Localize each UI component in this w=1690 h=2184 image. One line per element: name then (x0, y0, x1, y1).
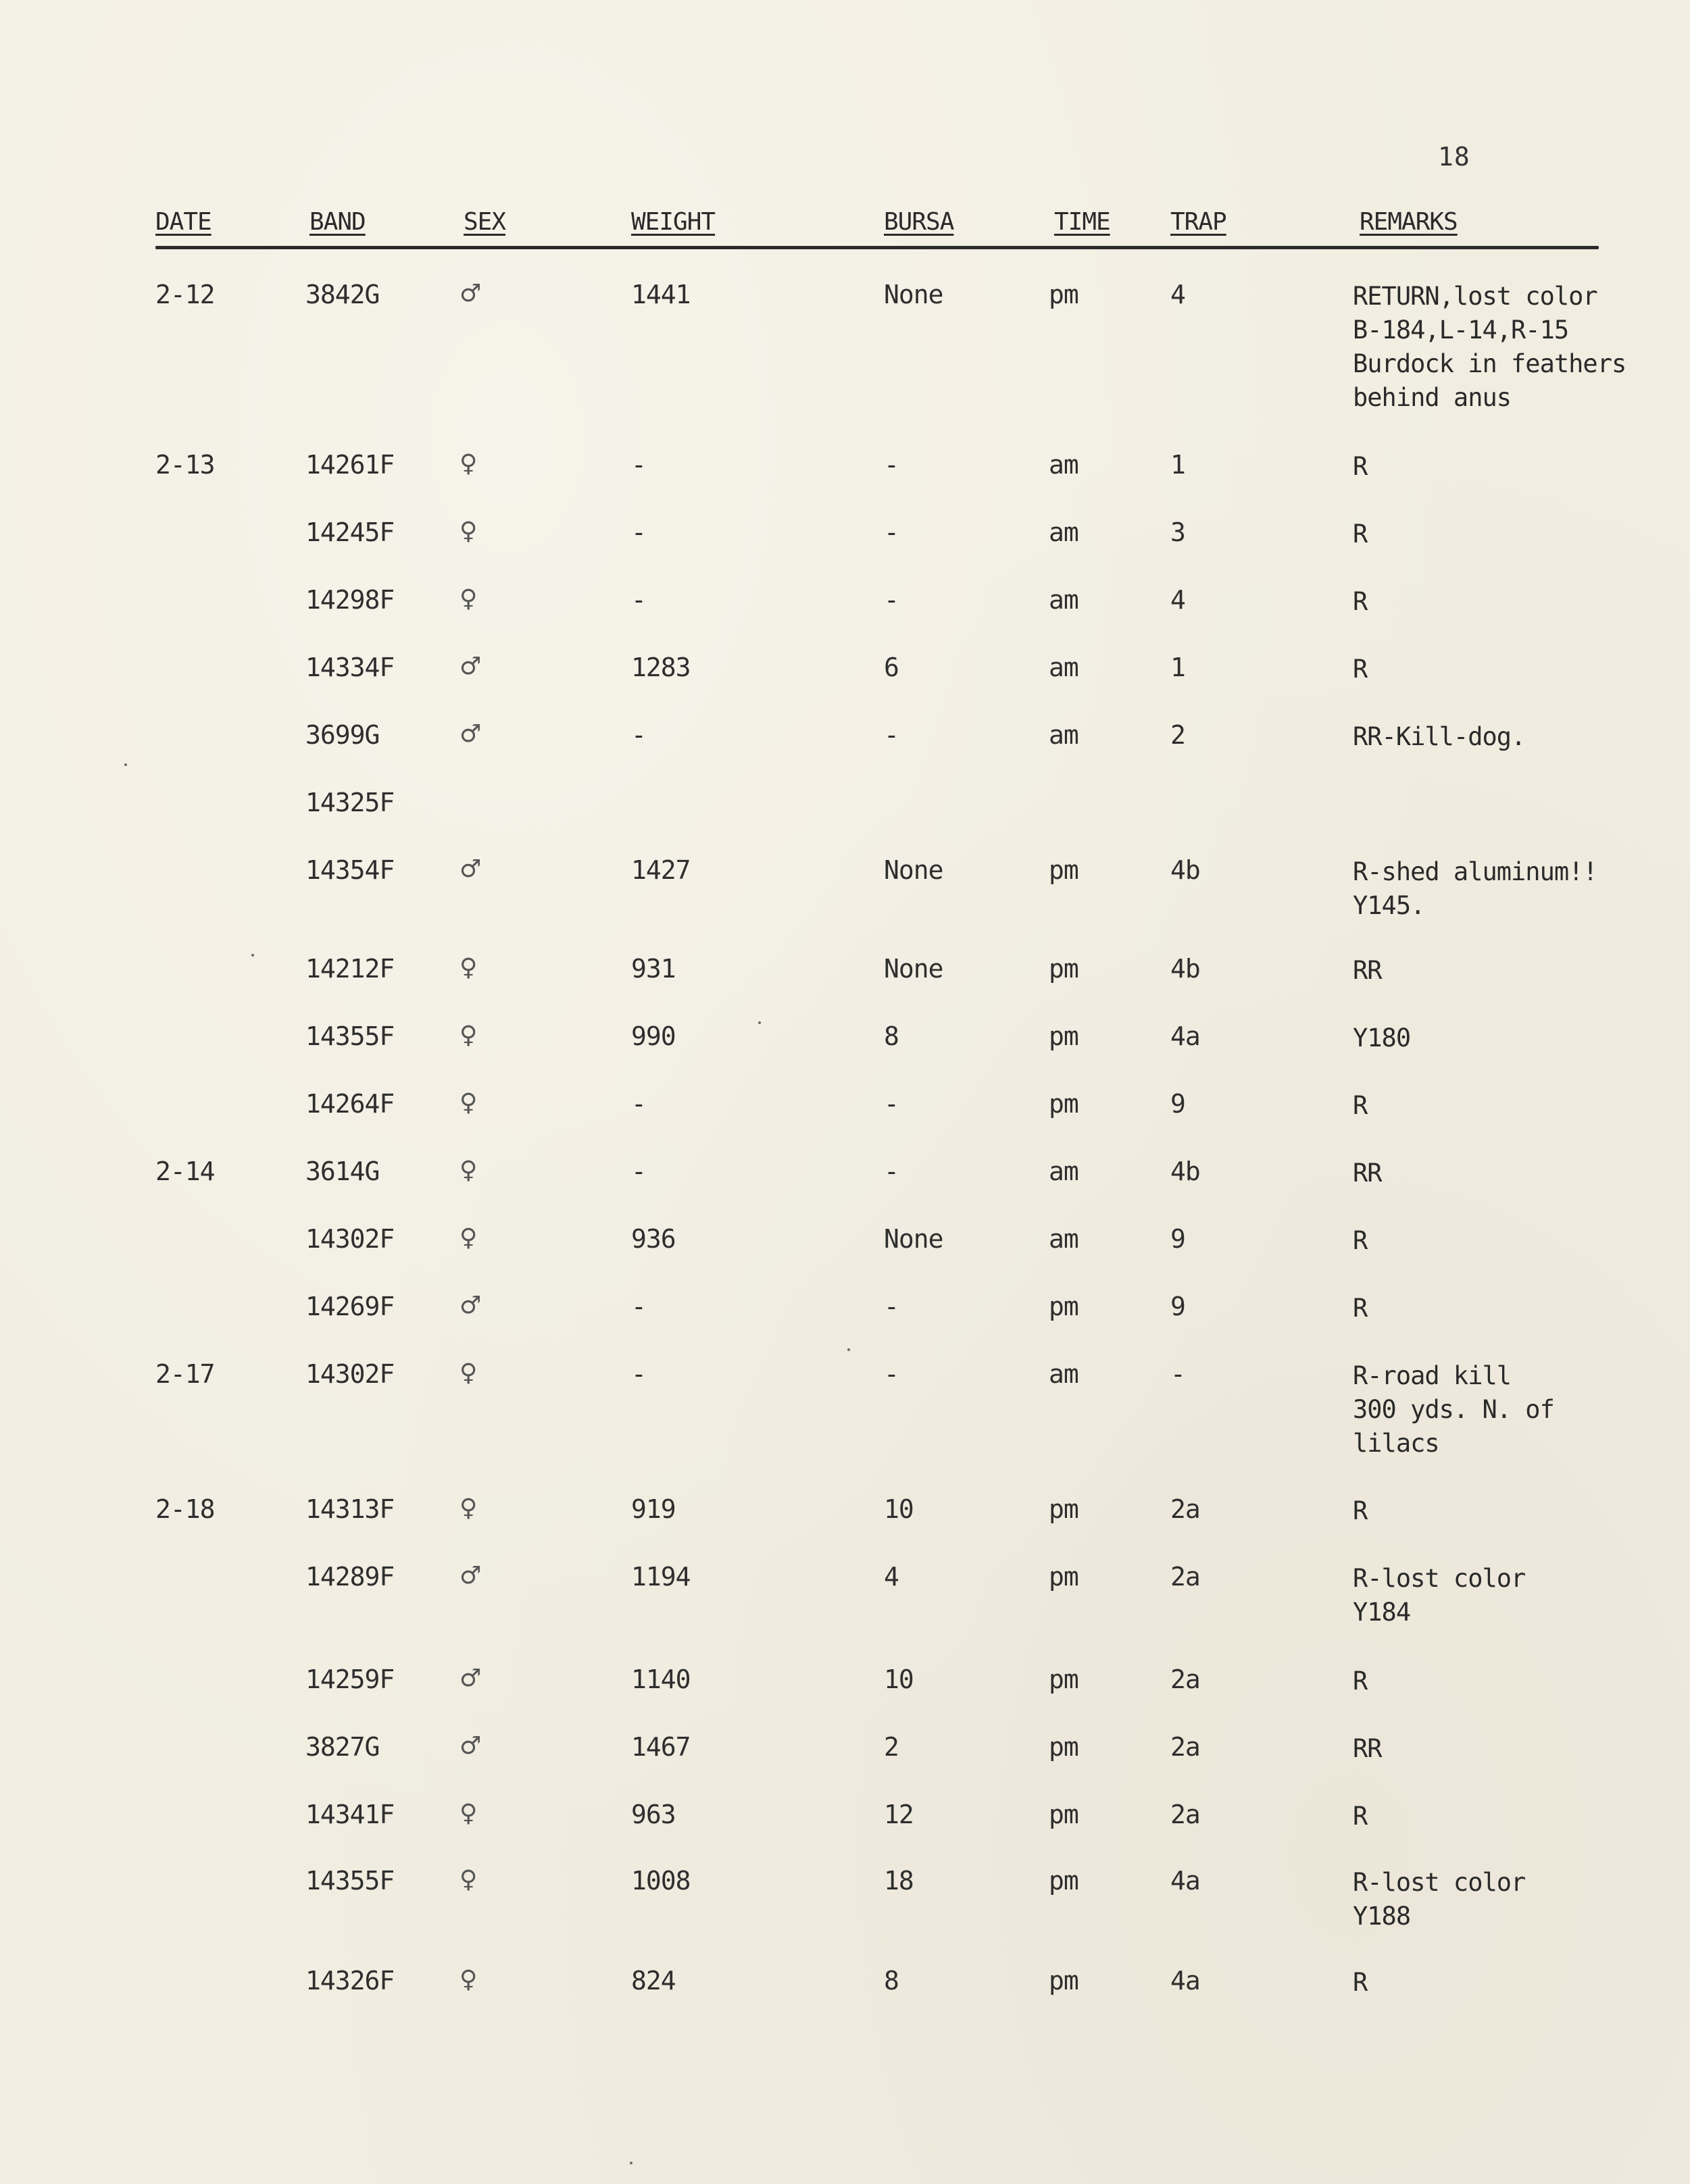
trap-cell: - (1170, 1359, 1185, 1389)
header-sex: SEX (464, 208, 506, 236)
band-cell: 14298F (305, 585, 395, 615)
bursa-cell: 4 (884, 1562, 899, 1592)
band-cell: 14325F (305, 788, 395, 817)
table-row (155, 1800, 1683, 1840)
date-cell: 2-12 (155, 280, 215, 309)
time-cell: pm (1049, 1866, 1078, 1896)
sex-cell: ♀ (459, 585, 477, 613)
weight-cell: - (631, 720, 646, 750)
band-cell: 3614G (305, 1157, 380, 1186)
sex-cell: ♂ (459, 1665, 481, 1692)
remarks-cell: R (1353, 1968, 1368, 1997)
table-row (155, 1494, 1683, 1535)
band-cell: 14302F (305, 1359, 395, 1389)
bursa-cell: 18 (884, 1866, 914, 1896)
weight-cell: 936 (631, 1224, 676, 1254)
trap-cell: 2a (1170, 1800, 1200, 1829)
weight-cell: - (631, 1359, 646, 1389)
table-row (155, 1732, 1683, 1773)
bursa-cell: - (884, 1292, 899, 1321)
weight-cell: - (631, 585, 646, 615)
trap-cell: 4b (1170, 1157, 1200, 1186)
time-cell: pm (1049, 1665, 1078, 1694)
remarks-cell: R (1353, 587, 1368, 616)
remarks-cell: R (1353, 1226, 1368, 1255)
sex-cell: ♀ (459, 1157, 477, 1184)
remarks-cell: RR-Kill-dog. (1353, 722, 1526, 751)
time-cell: am (1049, 720, 1078, 750)
time-cell: pm (1049, 855, 1078, 885)
remarks-cell: R-lost color Y188 (1353, 1868, 1526, 1931)
trap-cell: 3 (1170, 517, 1185, 547)
weight-cell: 963 (631, 1800, 676, 1829)
table-row (155, 788, 1683, 828)
weight-cell: - (631, 1089, 646, 1119)
table-row (155, 1089, 1683, 1129)
remarks-cell: R-road kill 300 yds. N. of lilacs (1353, 1361, 1554, 1458)
bursa-cell: None (884, 855, 943, 885)
trap-cell: 2a (1170, 1665, 1200, 1694)
sex-cell: ♂ (459, 280, 481, 307)
time-cell: pm (1049, 1562, 1078, 1592)
header-remarks: REMARKS (1360, 208, 1458, 236)
time-cell: pm (1049, 1732, 1078, 1762)
header-rule (155, 246, 1599, 249)
time-cell: pm (1049, 1089, 1078, 1119)
trap-cell: 9 (1170, 1089, 1185, 1119)
bursa-cell: 2 (884, 1732, 899, 1762)
bursa-cell: - (884, 450, 899, 480)
table-row (155, 1157, 1683, 1197)
header-time: TIME (1054, 208, 1110, 236)
table-row (155, 1866, 1683, 1931)
column-header-row (155, 208, 1599, 247)
header-band: BAND (309, 208, 366, 236)
sex-cell: ♀ (459, 1089, 477, 1117)
table-row (155, 280, 1683, 412)
header-trap: TRAP (1170, 208, 1226, 236)
weight-cell: 1140 (631, 1665, 691, 1694)
time-cell: am (1049, 1224, 1078, 1254)
table-row (155, 1562, 1683, 1627)
trap-cell: 4a (1170, 1866, 1200, 1896)
bursa-cell: - (884, 1359, 899, 1389)
bursa-cell: 8 (884, 1966, 899, 1996)
sex-cell: ♀ (459, 1224, 477, 1252)
time-cell: pm (1049, 1292, 1078, 1321)
paper-speck (124, 763, 127, 766)
table-row (155, 1021, 1683, 1062)
weight-cell: - (631, 517, 646, 547)
band-cell: 14341F (305, 1800, 395, 1829)
bursa-cell: None (884, 280, 943, 309)
remarks-cell: R (1353, 1294, 1368, 1323)
time-cell: pm (1049, 1800, 1078, 1829)
band-cell: 3827G (305, 1732, 380, 1762)
band-cell: 14354F (305, 855, 395, 885)
table-row (155, 585, 1683, 626)
remarks-cell: R (1353, 1496, 1368, 1525)
time-cell: pm (1049, 954, 1078, 984)
table-row (155, 954, 1683, 994)
sex-cell: ♂ (459, 720, 481, 748)
table-row (155, 1665, 1683, 1705)
table-row (155, 855, 1683, 920)
band-cell: 14269F (305, 1292, 395, 1321)
bursa-cell: - (884, 1089, 899, 1119)
bursa-cell: None (884, 1224, 943, 1254)
sex-cell: ♀ (459, 1494, 477, 1522)
paper-speck (758, 1021, 761, 1024)
sex-cell: ♀ (459, 1021, 477, 1049)
sex-cell: ♀ (459, 1966, 477, 1993)
bursa-cell: - (884, 585, 899, 615)
time-cell: pm (1049, 1966, 1078, 1996)
date-cell: 2-18 (155, 1494, 215, 1524)
sex-cell: ♀ (459, 450, 477, 478)
remarks-cell: R (1353, 1667, 1368, 1696)
band-cell: 3842G (305, 280, 380, 309)
weight-cell: - (631, 1157, 646, 1186)
trap-cell: 2 (1170, 720, 1185, 750)
weight-cell: 1194 (631, 1562, 691, 1592)
bursa-cell: - (884, 1157, 899, 1186)
table-row (155, 1359, 1683, 1458)
trap-cell: 9 (1170, 1292, 1185, 1321)
bursa-cell: 8 (884, 1021, 899, 1051)
header-weight: WEIGHT (631, 208, 716, 236)
weight-cell: 1441 (631, 280, 691, 309)
weight-cell: 824 (631, 1966, 676, 1996)
trap-cell: 2a (1170, 1494, 1200, 1524)
band-cell: 14355F (305, 1021, 395, 1051)
paper-speck (251, 954, 254, 957)
paper-speck (847, 1348, 850, 1351)
bursa-cell: 12 (884, 1800, 914, 1829)
paper-speck (630, 2162, 632, 2164)
weight-cell: 931 (631, 954, 676, 984)
table-row (155, 450, 1683, 490)
band-cell: 14302F (305, 1224, 395, 1254)
weight-cell: - (631, 1292, 646, 1321)
weight-cell: 1427 (631, 855, 691, 885)
header-date: DATE (155, 208, 212, 236)
table-row (155, 1966, 1683, 2006)
remarks-cell: RETURN,lost color B-184,L-14,R-15 Burdock in feathers behind anus (1353, 282, 1626, 412)
remarks-cell: R (1353, 1091, 1368, 1120)
sex-cell: ♂ (459, 855, 481, 883)
table-row (155, 517, 1683, 558)
date-cell: 2-14 (155, 1157, 215, 1186)
band-cell: 14264F (305, 1089, 395, 1119)
bursa-cell: - (884, 517, 899, 547)
band-cell: 14355F (305, 1866, 395, 1896)
sex-cell: ♀ (459, 1866, 477, 1894)
sex-cell: ♀ (459, 954, 477, 982)
remarks-cell: R (1353, 1802, 1368, 1831)
trap-cell: 2a (1170, 1562, 1200, 1592)
date-cell: 2-13 (155, 450, 215, 480)
weight-cell: 919 (631, 1494, 676, 1524)
trap-cell: 9 (1170, 1224, 1185, 1254)
band-cell: 14313F (305, 1494, 395, 1524)
sex-cell: ♀ (459, 1359, 477, 1387)
date-cell: 2-17 (155, 1359, 215, 1389)
remarks-cell: R-lost color Y184 (1353, 1564, 1526, 1627)
weight-cell: 1467 (631, 1732, 691, 1762)
band-cell: 14326F (305, 1966, 395, 1996)
band-cell: 14245F (305, 517, 395, 547)
time-cell: am (1049, 450, 1078, 480)
sex-cell: ♀ (459, 1800, 477, 1827)
trap-cell: 1 (1170, 450, 1185, 480)
trap-cell: 4a (1170, 1966, 1200, 1996)
header-bursa: BURSA (884, 208, 954, 236)
trap-cell: 4 (1170, 585, 1185, 615)
trap-cell: 4b (1170, 954, 1200, 984)
time-cell: pm (1049, 1494, 1078, 1524)
time-cell: am (1049, 585, 1078, 615)
time-cell: am (1049, 1359, 1078, 1389)
remarks-cell: RR (1353, 956, 1382, 985)
weight-cell: 1008 (631, 1866, 691, 1896)
table-row (155, 653, 1683, 693)
remarks-cell: R-shed aluminum!! Y145. (1353, 857, 1597, 920)
bursa-cell: - (884, 720, 899, 750)
remarks-cell: RR (1353, 1734, 1382, 1763)
remarks-cell: Y180 (1353, 1023, 1411, 1052)
band-cell: 14334F (305, 653, 395, 682)
sex-cell: ♂ (459, 1732, 481, 1760)
band-cell: 14289F (305, 1562, 395, 1592)
trap-cell: 2a (1170, 1732, 1200, 1762)
band-cell: 14259F (305, 1665, 395, 1694)
weight-cell: - (631, 450, 646, 480)
bursa-cell: 6 (884, 653, 899, 682)
trap-cell: 4b (1170, 855, 1200, 885)
bursa-cell: None (884, 954, 943, 984)
time-cell: am (1049, 653, 1078, 682)
trap-cell: 4a (1170, 1021, 1200, 1051)
bursa-cell: 10 (884, 1494, 914, 1524)
table-row (155, 720, 1683, 761)
bursa-cell: 10 (884, 1665, 914, 1694)
trap-cell: 4 (1170, 280, 1185, 309)
band-cell: 14261F (305, 450, 395, 480)
time-cell: am (1049, 1157, 1078, 1186)
band-cell: 3699G (305, 720, 380, 750)
time-cell: pm (1049, 280, 1078, 309)
page-number: 18 (1438, 142, 1470, 172)
sex-cell: ♂ (459, 1292, 481, 1319)
trap-cell: 1 (1170, 653, 1185, 682)
sex-cell: ♀ (459, 517, 477, 545)
sex-cell: ♂ (459, 1562, 481, 1590)
table-row (155, 1292, 1683, 1332)
remarks-cell: R (1353, 452, 1368, 481)
weight-cell: 1283 (631, 653, 691, 682)
time-cell: pm (1049, 1021, 1078, 1051)
remarks-cell: R (1353, 655, 1368, 684)
time-cell: am (1049, 517, 1078, 547)
band-cell: 14212F (305, 954, 395, 984)
sex-cell: ♂ (459, 653, 481, 680)
weight-cell: 990 (631, 1021, 676, 1051)
remarks-cell: R (1353, 519, 1368, 549)
remarks-cell: RR (1353, 1159, 1382, 1188)
table-row (155, 1224, 1683, 1265)
